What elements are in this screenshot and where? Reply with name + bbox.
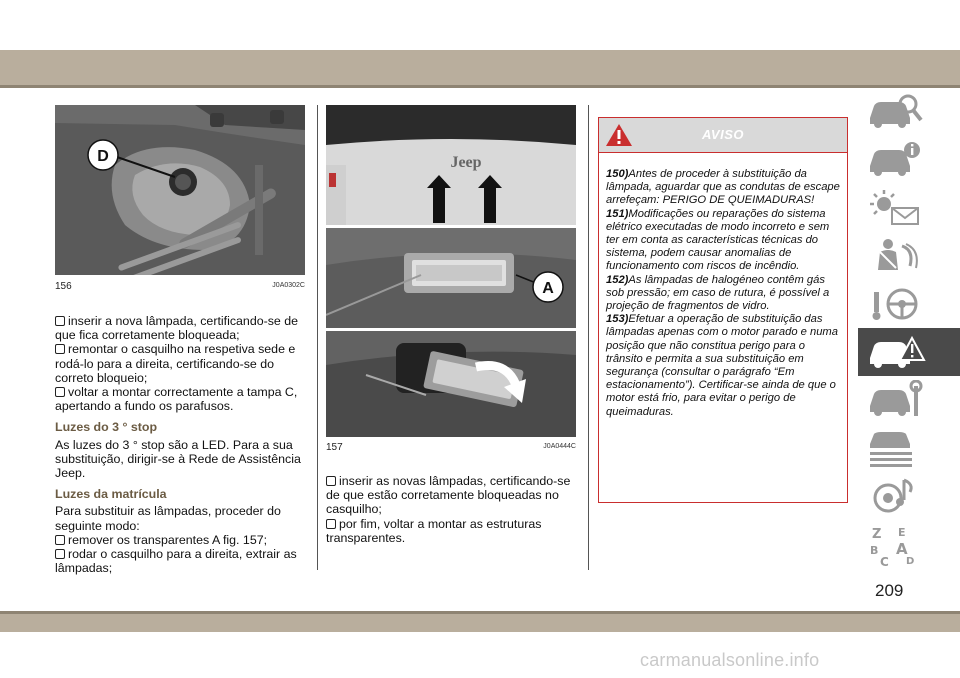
- header-band: [0, 50, 960, 85]
- list-item: remover os transparentes A fig. 157;: [55, 533, 307, 547]
- warning-item: 152)As lâmpadas de halogéneo contêm gás sob pressão; em caso de rutura, é possível a projeção de fragmentos de vidro.: [606, 273, 830, 313]
- seatbelt-airbag-icon: [866, 236, 926, 276]
- list-item: por fim, voltar a montar as estruturas transparentes.: [326, 516, 542, 545]
- section-heading-plate-lights: Luzes da matrícula: [55, 487, 167, 502]
- tab-emergency[interactable]: [858, 328, 960, 376]
- car-search-icon: [866, 92, 926, 132]
- column-1-text: [55, 314, 307, 575]
- index-letters-icon: [866, 524, 926, 568]
- header-band-line: [0, 85, 960, 88]
- figure-156-code: J0A0302C: [272, 282, 305, 289]
- warning-title: AVISO: [702, 127, 744, 142]
- svg-text:B: B: [870, 544, 879, 557]
- figure-156-caption: [55, 281, 305, 292]
- tab-car-info[interactable]: [858, 136, 960, 184]
- list-item: remontar o casquilho na respetiva sede e rodá-lo para a direita, certificando-se do correto bloqueio;: [55, 342, 296, 385]
- tab-maintenance[interactable]: [858, 376, 960, 424]
- svg-text:C: C: [880, 555, 889, 568]
- tab-multimedia[interactable]: [858, 472, 960, 520]
- list-item: rodar o casquilho para a direita, extrair as lâmpadas;: [55, 547, 297, 576]
- figure-157-caption: [326, 442, 576, 453]
- warning-separator: [599, 152, 847, 160]
- specs-list-icon: [866, 428, 926, 468]
- paragraph: Para substituir as lâmpadas, proceder do seguinte modo:: [55, 504, 281, 533]
- tab-safety[interactable]: [858, 232, 960, 280]
- warning-item: 151)Modificações ou reparações do sistema elétrico executadas de modo incorreto e sem ter em conta as características técnicas do sistema, podem causar anomalias de funcionamento com riscos de incêndio.: [606, 207, 830, 273]
- svg-text:D: D: [906, 556, 915, 567]
- figure-156-number: 156: [55, 281, 72, 292]
- footer-band: [0, 614, 960, 632]
- light-message-icon: [866, 188, 926, 228]
- figure-156-drawing: [55, 105, 305, 275]
- warning-header: [599, 118, 847, 152]
- checkbox-bullet-icon: [55, 549, 65, 559]
- checkbox-bullet-icon: [326, 519, 336, 529]
- checkbox-bullet-icon: [326, 476, 336, 486]
- page-top-margin: [0, 0, 960, 50]
- car-info-icon: [866, 140, 926, 180]
- svg-text:Jeep: Jeep: [450, 154, 482, 171]
- watermark-text: carmanualsonline.info: [640, 650, 820, 670]
- section-heading-third-stop: Luzes do 3 ° stop: [55, 420, 158, 435]
- checkbox-bullet-icon: [55, 535, 65, 545]
- paragraph: As luzes do 3 ° stop são a LED. Para a sua substituição, dirigir-se à Rede de Assistência Jeep.: [55, 437, 301, 481]
- checkbox-bullet-icon: [55, 316, 65, 326]
- tab-lights-messages[interactable]: [858, 184, 960, 232]
- column-divider: [588, 105, 589, 570]
- car-wrench-icon: [866, 380, 926, 420]
- figure-157-number: 157: [326, 442, 343, 453]
- list-item: inserir as novas lâmpadas, certificando-se de que estão corretamente bloqueadas no casquilho;: [326, 474, 571, 517]
- figure-157-callout: A: [542, 280, 554, 297]
- page-number: 209: [875, 581, 904, 600]
- car-warning-icon: [866, 332, 926, 372]
- svg-text:E: E: [898, 526, 906, 539]
- list-item: inserir a nova lâmpada, certificando-se de que fica corretamente bloqueada;: [55, 314, 299, 343]
- figure-156-callout: D: [97, 148, 109, 165]
- checkbox-bullet-icon: [55, 344, 65, 354]
- column-2-text: [326, 474, 578, 545]
- figure-157-code: J0A0444C: [543, 443, 576, 450]
- tab-technical-data[interactable]: [858, 424, 960, 472]
- figure-157-image: [326, 105, 576, 437]
- checkbox-bullet-icon: [55, 387, 65, 397]
- warning-item: 153)Efetuar a operação de substituição das lâmpadas apenas com o motor parado e numa posição que não constitua perigo para o trânsito e permita a sua substituição em segurança (consultar o parágrafo “Em estacionamento”). Certificar-se ainda de que o motor está frio, para evitar o perigo de queimaduras.: [606, 313, 838, 418]
- steering-key-icon: [866, 284, 926, 324]
- figure-156-image: [55, 105, 305, 275]
- warning-item: 150)Antes de proceder à substituição da lâmpada, aguardar que as condutas de escape arrefeçam: PERIGO DE QUEIMADURAS!: [606, 168, 840, 207]
- warning-box: [598, 117, 848, 503]
- column-divider: [317, 105, 318, 570]
- svg-text:Z: Z: [872, 527, 882, 542]
- tab-index[interactable]: [858, 520, 960, 568]
- figure-157-drawing: [326, 105, 576, 437]
- tab-starting-driving[interactable]: [858, 280, 960, 328]
- warning-text: [606, 168, 844, 419]
- svg-text:A: A: [896, 540, 908, 558]
- list-item: voltar a montar correctamente a tampa C, apertando a fundo os parafusos.: [55, 385, 298, 414]
- tab-car-search[interactable]: [858, 88, 960, 136]
- multimedia-icon: [866, 476, 926, 516]
